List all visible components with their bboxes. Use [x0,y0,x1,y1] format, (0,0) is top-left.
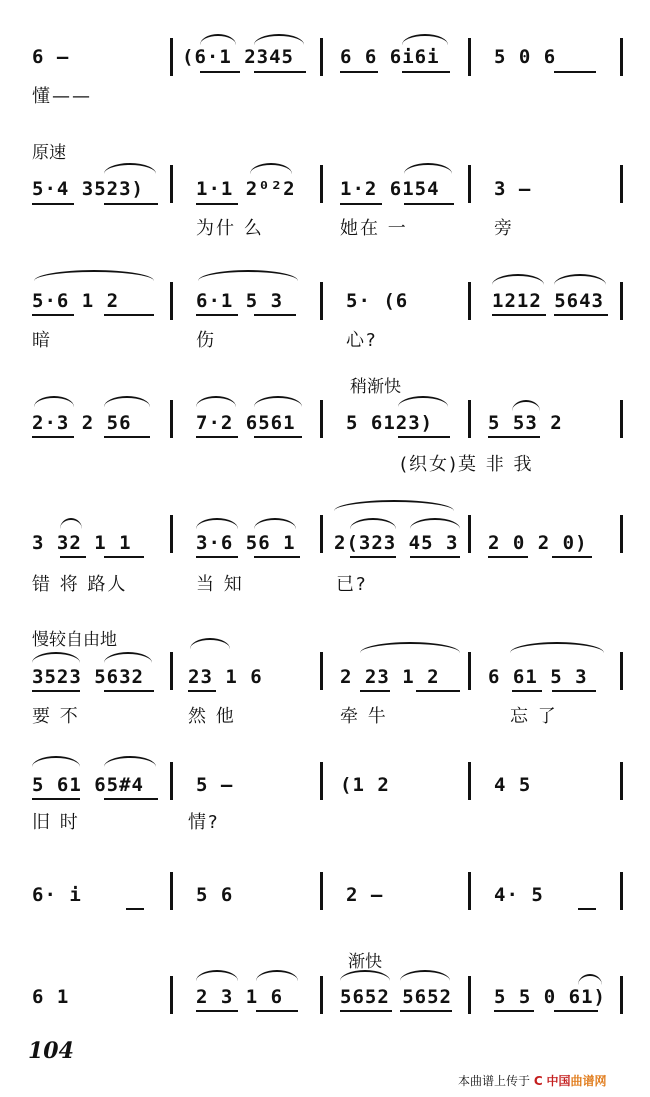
measure: 2 — [346,884,384,906]
barline [170,515,173,553]
barline [170,872,173,910]
slur [398,396,448,407]
barline [170,652,173,690]
measure: 6· i [32,884,82,906]
lyric: 情? [188,812,220,833]
barline [320,762,323,800]
measure: 4· 5 [494,884,544,906]
measure: 5·6 1 2 [32,290,120,312]
barline [320,652,323,690]
underline [254,556,300,558]
slur [198,270,298,281]
slur [250,163,292,174]
slur [104,163,156,174]
slur [196,970,238,981]
measure: 2·3 2 56 [32,412,132,434]
slur [254,518,296,529]
underline [512,690,542,692]
measure: 5652 5652 [340,986,452,1008]
lyric: 懂—— [32,86,92,107]
barline [468,38,471,76]
underline [254,71,306,73]
slur [34,270,154,281]
barline [620,282,623,320]
underline [552,556,592,558]
slur [104,396,150,407]
barline [320,872,323,910]
lyric: 要 不 [32,706,80,727]
slur [402,34,448,45]
measure: 6 6 6i6i [340,46,440,68]
measure: 1·2 6154 [340,178,440,200]
measure: 1·1 2⁰²2 [196,178,296,200]
measure: 3·6 56 1 [196,532,296,554]
underline [554,1010,598,1012]
barline [620,872,623,910]
barline [468,872,471,910]
underline [32,436,74,438]
barline [620,165,623,203]
barline [320,976,323,1014]
barline [170,38,173,76]
barline [170,165,173,203]
underline [340,71,378,73]
tempo-mark: 慢较自由地 [32,630,117,650]
slur [400,970,450,981]
slur [190,638,230,649]
measure: 6 61 5 3 [488,666,588,688]
lyric: 旧 时 [32,812,80,833]
barline [620,976,623,1014]
underline [554,71,596,73]
lyric: 暗 [32,330,52,351]
underline [404,203,454,205]
underline [552,690,596,692]
measure: 3 32 1 1 [32,532,132,554]
upload-footer [458,1072,607,1089]
underline [32,798,80,800]
barline [320,165,323,203]
underline [104,436,150,438]
measure: 4 5 [494,774,532,796]
slur [510,642,604,653]
barline [620,515,623,553]
measure: 6 — [32,46,70,68]
underline [32,690,80,692]
barline [468,282,471,320]
tempo-mark: 渐快 [348,952,382,972]
barline [620,38,623,76]
lyric: 当 知 [196,574,244,595]
barline [170,976,173,1014]
measure: 23 1 6 [188,666,263,688]
underline [200,71,240,73]
measure: 2 3 1 6 [196,986,284,1008]
underline [494,1010,534,1012]
slur [34,396,74,407]
barline [468,652,471,690]
underline [554,314,608,316]
lyric: 忘 了 [510,706,558,727]
underline [196,556,238,558]
measure: 5 61 65#4 [32,774,144,796]
slur [578,974,602,985]
underline [402,71,450,73]
slur [104,652,152,663]
barline [620,400,623,438]
site-name-part1: 中国 [546,1074,571,1088]
measure: 6 1 [32,986,70,1008]
measure: 5 5 0 61) [494,986,606,1008]
measure: 6·1 5 3 [196,290,284,312]
measure: 3 — [494,178,532,200]
underline [398,436,450,438]
barline [320,400,323,438]
underline [104,690,154,692]
underline [400,1010,452,1012]
measure: 1212 5643 [492,290,604,312]
underline [340,203,382,205]
measure: 5 6123) [346,412,434,434]
underline [492,314,546,316]
measure: 2(323 45 3 [334,532,459,554]
underline [488,436,540,438]
slur [360,642,460,653]
barline [170,762,173,800]
slur [60,518,82,529]
underline [32,203,74,205]
underline [254,436,302,438]
underline [196,1010,238,1012]
underline [254,314,296,316]
barline [468,165,471,203]
measure: 2 0 2 0) [488,532,588,554]
underline [416,690,460,692]
measure: (6·1 2345 [182,46,294,68]
slur [404,163,452,174]
underline [188,690,216,692]
measure: 2 23 1 2 [340,666,440,688]
slur [554,274,606,285]
underline [256,1010,298,1012]
lyric: 错 将 路人 [32,574,128,595]
underline [578,908,596,910]
underline [32,314,74,316]
underline [104,314,154,316]
underline [126,908,144,910]
slur [200,34,236,45]
measure: 7·2 6561 [196,412,296,434]
barline [468,762,471,800]
page-number: 104 [28,1038,74,1064]
barline [620,762,623,800]
measure: 3523 5632 [32,666,144,688]
lyric: (织女)莫 非 我 [400,454,534,475]
underline [104,556,144,558]
slur [410,518,460,529]
slur [196,396,236,407]
measure: (1 2 [340,774,390,796]
footer-prefix: 本曲谱上传于 [458,1074,531,1088]
slur [32,756,80,767]
underline [196,203,238,205]
lyric: 已? [336,574,368,595]
underline [360,690,390,692]
site-name-part2: 曲谱网 [570,1074,607,1088]
lyric: 旁 [494,218,514,239]
barline [170,400,173,438]
barline [620,652,623,690]
lyric: 伤 [196,330,216,351]
lyric: 牵 牛 [340,706,388,727]
underline [60,556,86,558]
barline [468,400,471,438]
barline [468,515,471,553]
barline [170,282,173,320]
barline [320,282,323,320]
barline [468,976,471,1014]
slur [32,652,80,663]
lyric: 她在 一 [340,218,408,239]
barline [320,38,323,76]
underline [350,556,396,558]
slur [104,756,156,767]
underline [340,1010,392,1012]
underline [196,314,238,316]
underline [488,556,528,558]
slur [254,34,304,45]
tempo-mark: 稍渐快 [350,377,401,397]
measure: 5 0 6 [494,46,557,68]
underline [196,436,238,438]
measure: 5 — [196,774,234,796]
lyric: 心? [346,330,378,351]
underline [104,203,158,205]
slur [256,970,298,981]
slur [196,518,238,529]
measure: 5· (6 [346,290,409,312]
slur [512,400,540,411]
measure: 5 53 2 [488,412,563,434]
measure: 5·4 3523) [32,178,144,200]
slur [350,518,396,529]
underline [410,556,460,558]
underline [104,798,158,800]
site-name[interactable] [546,1074,606,1088]
measure: 5 6 [196,884,234,906]
lyric: 为什 么 [196,218,264,239]
slur [492,274,544,285]
barline [320,515,323,553]
tempo-mark: 原速 [32,143,66,163]
site-logo-icon: C [533,1074,543,1088]
slur [254,396,302,407]
lyric: 然 他 [188,706,236,727]
slur [334,500,454,511]
